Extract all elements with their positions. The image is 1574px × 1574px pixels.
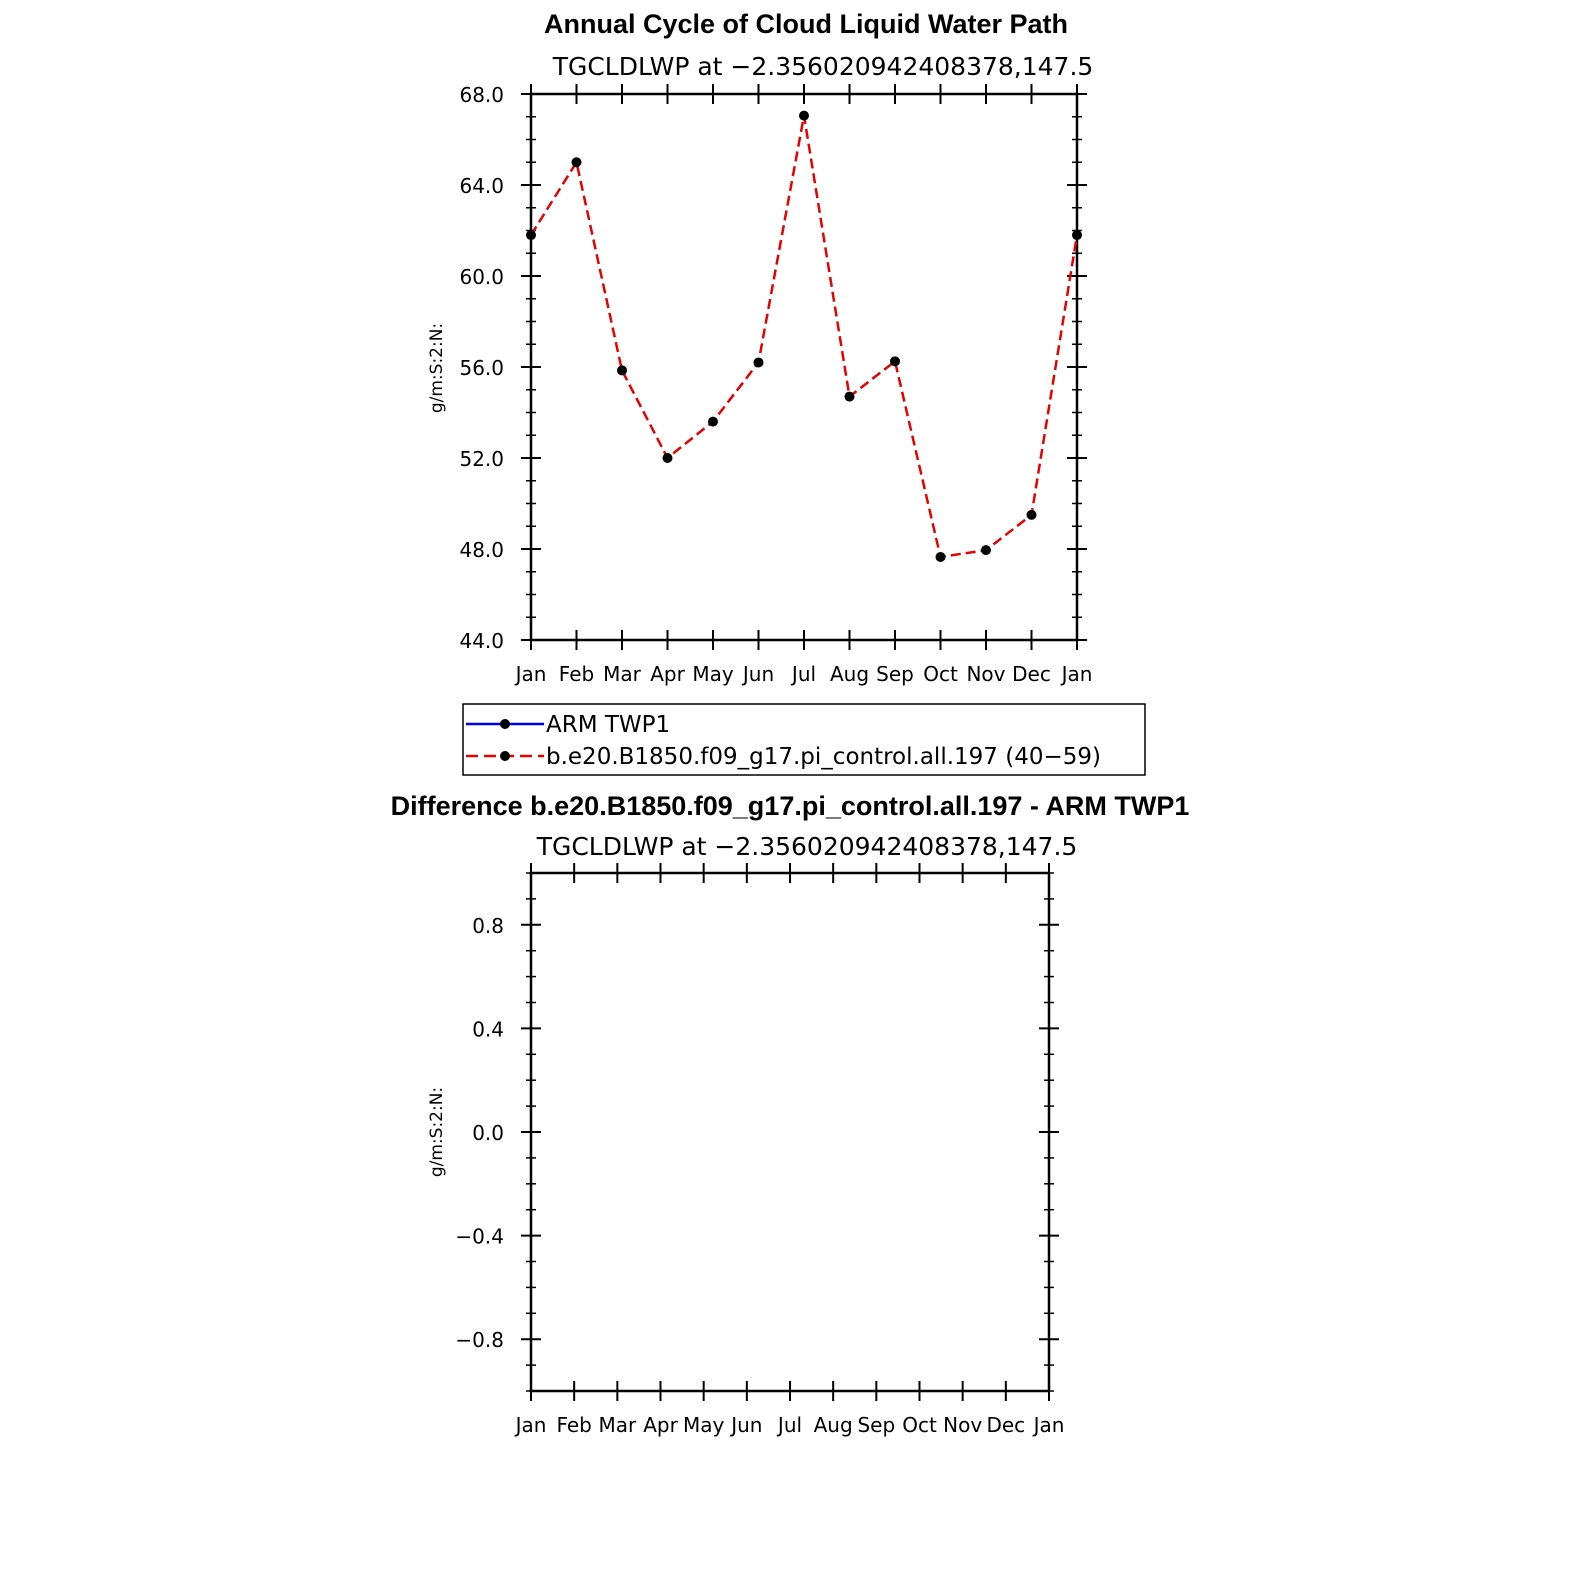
- bottom-x-tick-label: Jul: [777, 1413, 803, 1437]
- top-plot-frame: [531, 94, 1077, 640]
- top-y-axis-label: g/m:S:2:N:: [427, 322, 447, 414]
- top-x-tick-label: Jan: [1061, 662, 1093, 686]
- bottom-y-tick-label: 0.8: [472, 913, 504, 938]
- top-data-point: [890, 356, 900, 366]
- bottom-x-tick-label: Feb: [556, 1413, 592, 1437]
- bottom-x-tick-label: Nov: [943, 1413, 983, 1437]
- bottom-y-axis-label: g/m:S:2:N:: [427, 1086, 447, 1178]
- top-x-tick-label: Apr: [650, 662, 685, 686]
- bottom-x-tick-label: Dec: [986, 1413, 1026, 1437]
- top-x-tick-label: Oct: [923, 662, 958, 686]
- legend-marker-model: [500, 751, 510, 761]
- bottom-y-tick-labels: [455, 914, 504, 1352]
- top-data-point: [754, 357, 764, 367]
- top-x-tick-label: Mar: [603, 662, 641, 686]
- top-panel: [427, 9, 1093, 686]
- top-x-tick-label: Aug: [829, 662, 870, 686]
- bottom-chart-subtitle: TGCLDLWP at −2.356020942408378,147.5: [536, 832, 1078, 861]
- bottom-panel: [391, 791, 1190, 1437]
- bottom-x-tick-labels: [514, 1413, 1065, 1437]
- top-y-tick-label: 44.0: [459, 629, 504, 653]
- top-x-tick-label: Jan: [515, 662, 547, 686]
- top-x-tick-label: Feb: [558, 662, 595, 686]
- bottom-x-tick-label: Jan: [515, 1413, 547, 1437]
- top-x-tick-label: Dec: [1012, 662, 1051, 686]
- bottom-x-tick-label: Oct: [902, 1413, 937, 1437]
- top-axis-ticks: [521, 84, 1087, 650]
- bottom-y-tick-label: 0.0: [472, 1121, 504, 1145]
- top-series-layer: [526, 111, 1082, 562]
- top-x-tick-label: Jul: [791, 662, 817, 686]
- top-data-point: [981, 545, 991, 555]
- top-x-tick-label: Sep: [876, 662, 914, 686]
- bottom-x-tick-label: May: [682, 1413, 725, 1437]
- bottom-x-tick-label: Mar: [598, 1413, 637, 1437]
- top-y-tick-label: 64.0: [459, 174, 504, 198]
- top-data-point: [1072, 230, 1082, 240]
- top-data-point: [526, 230, 536, 240]
- bottom-x-tick-label: Sep: [857, 1413, 896, 1437]
- bottom-axis-ticks: [521, 863, 1059, 1401]
- top-data-point: [572, 157, 582, 167]
- top-data-point: [617, 365, 627, 375]
- top-chart-subtitle: TGCLDLWP at −2.356020942408378,147.5: [552, 52, 1094, 81]
- top-x-tick-label: Nov: [966, 662, 1006, 686]
- top-data-point: [663, 453, 673, 463]
- bottom-y-tick-label: 0.4: [472, 1017, 504, 1042]
- top-data-point: [1027, 510, 1037, 520]
- bottom-y-tick-label: −0.4: [455, 1224, 504, 1249]
- top-x-tick-label: Jun: [742, 662, 775, 686]
- top-data-point: [936, 552, 946, 562]
- bottom-y-tick-label: −0.8: [455, 1328, 504, 1353]
- bottom-x-tick-label: Jun: [731, 1413, 763, 1437]
- top-y-tick-label: 68.0: [459, 83, 504, 107]
- top-y-tick-label: 48.0: [459, 538, 504, 562]
- top-data-point: [845, 392, 855, 402]
- bottom-x-tick-label: Aug: [813, 1413, 853, 1437]
- legend-marker-arm: [500, 719, 510, 729]
- top-data-point: [799, 111, 809, 121]
- top-chart-title: Annual Cycle of Cloud Liquid Water Path: [543, 9, 1069, 39]
- top-y-tick-label: 52.0: [459, 447, 504, 471]
- top-y-tick-label: 56.0: [459, 356, 504, 380]
- bottom-plot-frame: [531, 873, 1049, 1391]
- top-x-tick-label: May: [692, 662, 734, 686]
- bottom-x-tick-label: Jan: [1033, 1413, 1065, 1437]
- top-y-tick-labels: [459, 83, 504, 653]
- bottom-chart-title: Difference b.e20.B1850.f09_g17.pi_control.all.197 - ARM TWP1: [390, 791, 1190, 821]
- top-x-tick-labels: [514, 662, 1093, 686]
- bottom-x-tick-label: Apr: [643, 1413, 678, 1437]
- top-series-line: [531, 116, 1077, 557]
- top-data-point: [708, 417, 718, 427]
- legend-label-model: b.e20.B1850.f09_g17.pi_control.all.197 (40−59): [546, 744, 1101, 770]
- top-y-tick-label: 60.0: [459, 265, 504, 289]
- legend-label-arm: ARM TWP1: [546, 712, 671, 738]
- legend: [463, 704, 1145, 775]
